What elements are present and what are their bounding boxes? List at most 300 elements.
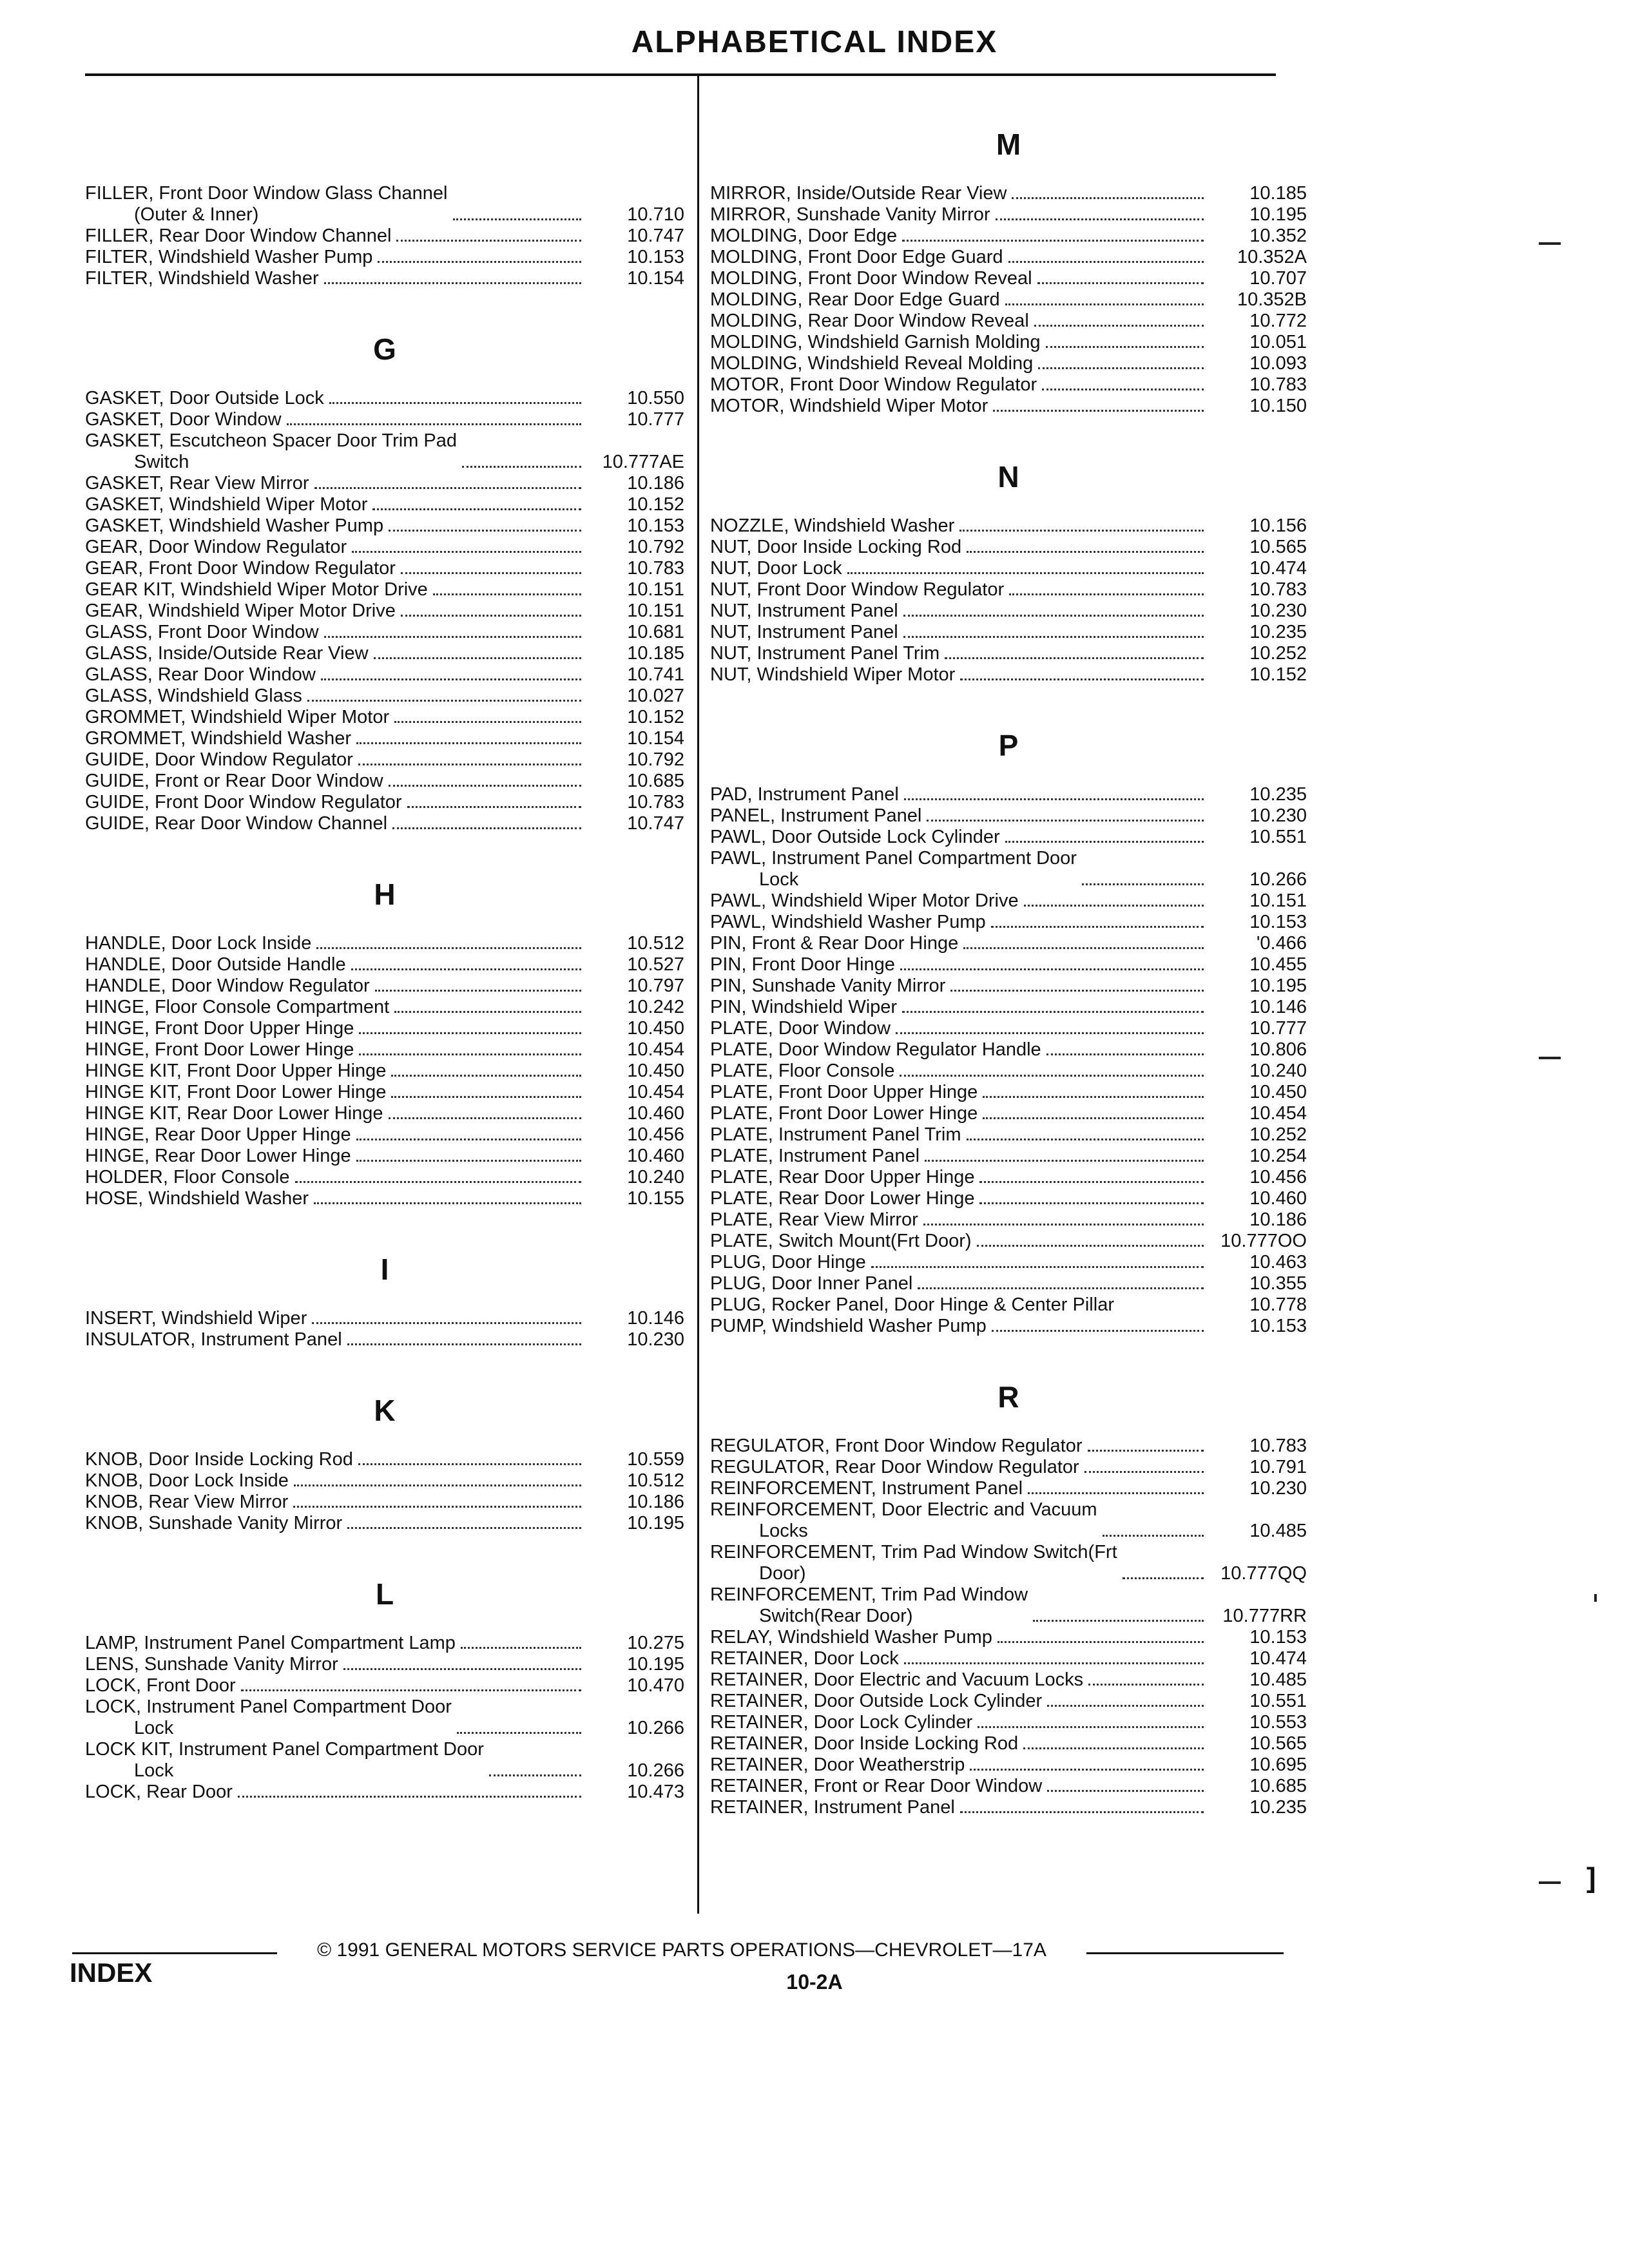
- entry-reference-number: 10.473: [627, 1782, 684, 1802]
- entry-name: HANDLE, Door Window Regulator: [85, 975, 370, 996]
- dot-leader: [293, 1506, 581, 1508]
- dot-leader: [312, 1322, 581, 1324]
- entry-reference-number: 10.155: [627, 1188, 684, 1209]
- entry-text: [85, 388, 324, 409]
- entry-name: MOLDING, Door Edge: [710, 226, 898, 246]
- dot-leader: [394, 1011, 581, 1013]
- entry-name: NUT, Instrument Panel Trim: [710, 643, 940, 664]
- index-entry: [710, 954, 1307, 975]
- entry-name: HINGE, Rear Door Upper Hinge: [85, 1124, 351, 1145]
- entry-name: PLATE, Rear View Mirror: [710, 1209, 918, 1230]
- section-letter: N: [998, 460, 1019, 494]
- dot-leader: [992, 1330, 1204, 1332]
- entry-text: [85, 1018, 354, 1039]
- entry-name: PLATE, Door Window: [710, 1018, 891, 1039]
- entry-name: FILTER, Windshield Washer Pump: [85, 247, 373, 267]
- entry-text: [710, 1733, 1018, 1754]
- index-entry: [710, 1754, 1307, 1776]
- index-entry: [85, 473, 684, 494]
- entry-name: HINGE, Front Door Upper Hinge: [85, 1018, 354, 1039]
- entry-name: PLUG, Rocker Panel, Door Hinge & Center Pillar: [710, 1294, 1114, 1315]
- footer-rule-right: [1086, 1952, 1284, 1954]
- entry-name: RETAINER, Door Inside Locking Rod: [710, 1733, 1019, 1754]
- entry-name: GUIDE, Rear Door Window Channel: [85, 813, 388, 834]
- entry-name: GEAR, Front Door Window Regulator: [85, 558, 396, 579]
- entry-text: [710, 247, 1003, 268]
- entry-name: GEAR, Windshield Wiper Motor Drive: [85, 601, 396, 621]
- dot-leader: [960, 1811, 1204, 1813]
- entry-text: [85, 997, 389, 1018]
- entry-reference-number: 10.551: [1249, 1691, 1307, 1711]
- entry-reference-number: 10.195: [627, 1654, 684, 1675]
- entry-reference-number: 10.783: [1249, 1436, 1307, 1456]
- entry-name: NUT, Instrument Panel: [710, 601, 898, 621]
- entry-text: [710, 1669, 1083, 1691]
- entry-name: PLATE, Rear Door Lower Hinge: [710, 1188, 975, 1209]
- index-entry: [710, 289, 1307, 311]
- index-entry: [710, 1776, 1307, 1797]
- entry-text: [85, 1188, 309, 1209]
- entry-name: PIN, Sunshade Vanity Mirror: [710, 975, 946, 996]
- entry-reference-number: 10.152: [627, 707, 684, 727]
- dot-leader: [925, 1160, 1204, 1162]
- dot-leader: [993, 410, 1204, 412]
- entry-reference-number: 10.454: [1249, 1103, 1307, 1124]
- page-number: 10-2A: [786, 1970, 843, 1994]
- entry-reference-number: 10.783: [627, 792, 684, 812]
- index-entry: [710, 1478, 1307, 1499]
- dot-leader: [351, 968, 581, 970]
- index-entry: [710, 204, 1307, 226]
- entry-reference-number: 10.185: [627, 643, 684, 664]
- dot-leader: [238, 1796, 581, 1798]
- entry-reference-number: 10.792: [627, 749, 684, 770]
- index-entry: [85, 1308, 684, 1329]
- entry-text: [710, 954, 895, 975]
- entry-text: [710, 1231, 972, 1252]
- entry-text: [710, 1061, 894, 1082]
- index-entry: [710, 515, 1307, 537]
- entry-name: GLASS, Windshield Glass: [85, 686, 302, 706]
- dot-leader: [904, 1662, 1204, 1664]
- dot-leader: [978, 1726, 1204, 1728]
- entry-text: [710, 1797, 955, 1818]
- entry-name: HINGE KIT, Front Door Lower Hinge: [85, 1082, 387, 1102]
- entry-text: [710, 1776, 1042, 1797]
- entry-name: RETAINER, Door Lock Cylinder: [710, 1712, 973, 1733]
- entry-text: [710, 1627, 992, 1648]
- entry-name: RETAINER, Door Weatherstrip: [710, 1754, 965, 1775]
- header-rule: [85, 73, 1276, 76]
- index-entry: [85, 1449, 684, 1470]
- entry-reference-number: 10.512: [627, 933, 684, 954]
- entry-text: [85, 1103, 383, 1124]
- dot-leader: [1037, 282, 1204, 284]
- entry-name: FILLER, Front Door Window Glass Channel: [85, 183, 448, 204]
- index-entry: [85, 579, 684, 601]
- entry-reference-number: 10.455: [1249, 954, 1307, 975]
- page-title: ALPHABETICAL INDEX: [631, 25, 998, 59]
- entry-text: [710, 311, 1029, 332]
- entry-text: [710, 204, 990, 226]
- entry-reference-number: 10.470: [627, 1675, 684, 1696]
- dot-leader: [347, 1343, 581, 1345]
- index-entry: [85, 954, 684, 975]
- entry-text: [85, 579, 428, 601]
- entry-name: LOCK KIT, Instrument Panel Compartment Door: [85, 1739, 484, 1760]
- index-entry: [85, 1696, 684, 1739]
- dot-leader: [967, 551, 1204, 553]
- entry-reference-number: 10.777AE: [602, 452, 684, 472]
- entry-name: INSERT, Windshield Wiper: [85, 1308, 307, 1329]
- dot-leader: [1012, 197, 1204, 199]
- entry-name: PLATE, Rear Door Upper Hinge: [710, 1167, 975, 1187]
- entry-reference-number: 10.741: [627, 664, 684, 685]
- dot-leader: [1047, 1705, 1204, 1707]
- dot-leader: [900, 1075, 1204, 1077]
- dot-leader: [1028, 1492, 1204, 1494]
- index-entry: [710, 268, 1307, 289]
- entry-reference-number: 10.151: [627, 601, 684, 621]
- entry-text: [85, 1449, 353, 1470]
- entry-text: [85, 1329, 342, 1350]
- entry-reference-number: 10.685: [1249, 1776, 1307, 1796]
- entry-reference-number: 10.153: [1249, 912, 1307, 932]
- entry-reference-number: 10.235: [1249, 1797, 1307, 1818]
- entry-text: [85, 247, 372, 268]
- dot-leader: [1038, 367, 1204, 369]
- dot-leader: [372, 508, 581, 510]
- entry-text: [710, 1691, 1042, 1712]
- dot-leader: [902, 240, 1204, 242]
- dot-leader: [378, 261, 581, 263]
- entry-reference-number: 10.153: [627, 247, 684, 267]
- entry-reference-number: 10.460: [1249, 1188, 1307, 1209]
- entry-name: GASKET, Windshield Washer Pump: [85, 515, 384, 536]
- entry-text: [85, 1124, 351, 1146]
- dot-leader: [927, 820, 1204, 822]
- dot-leader: [904, 798, 1204, 800]
- entry-name: MIRROR, Inside/Outside Rear View: [710, 183, 1007, 204]
- section-letter: I: [380, 1253, 389, 1286]
- index-entry: [710, 622, 1307, 643]
- entry-text: [85, 1675, 236, 1696]
- index-entry: [710, 1294, 1307, 1316]
- index-entry: [710, 1648, 1307, 1669]
- dot-leader: [294, 1485, 581, 1486]
- entry-name: MOLDING, Front Door Window Reveal: [710, 268, 1032, 289]
- dot-leader: [295, 1181, 582, 1183]
- entry-reference-number: 10.463: [1249, 1252, 1307, 1273]
- entry-text: [85, 771, 383, 792]
- entry-reference-number: 10.240: [1249, 1061, 1307, 1081]
- index-entry: [710, 1209, 1307, 1231]
- index-entry: [85, 707, 684, 728]
- index-entry: [85, 792, 684, 813]
- entry-name: REINFORCEMENT, Trim Pad Window Switch(Frt: [710, 1542, 1117, 1562]
- entry-name: LOCK, Rear Door: [85, 1782, 233, 1802]
- dot-leader: [287, 423, 581, 425]
- entry-text: [710, 643, 940, 664]
- entry-name: GROMMET, Windshield Washer: [85, 728, 352, 749]
- entry-text: [710, 912, 986, 933]
- entry-name-continued: Door): [759, 1563, 806, 1584]
- entry-text: [710, 933, 958, 954]
- entry-name-continued: Lock: [134, 1718, 174, 1738]
- entry-text: [85, 1739, 484, 1782]
- entry-text: [85, 1146, 351, 1167]
- entry-reference-number: 10.527: [627, 954, 684, 975]
- entry-name: RETAINER, Instrument Panel: [710, 1797, 955, 1818]
- entry-name: GEAR, Door Window Regulator: [85, 537, 347, 557]
- entry-reference-number: 10.806: [1249, 1039, 1307, 1060]
- index-entry: [85, 268, 684, 289]
- entry-name: PLUG, Door Hinge: [710, 1252, 866, 1273]
- entry-text: [85, 707, 389, 728]
- entry-text: [710, 183, 1007, 204]
- dot-leader: [307, 700, 581, 702]
- index-entry: [710, 1124, 1307, 1146]
- entry-text: [710, 975, 945, 997]
- entry-name: LOCK, Front Door: [85, 1675, 236, 1696]
- index-entry: [85, 409, 684, 430]
- index-entry: [85, 686, 684, 707]
- index-entry: [710, 1252, 1307, 1273]
- index-entry: [710, 1146, 1307, 1167]
- entry-reference-number: 10.352B: [1237, 289, 1307, 310]
- entry-name: MOLDING, Rear Door Edge Guard: [710, 289, 1000, 310]
- entry-name: PIN, Front & Rear Door Hinge: [710, 933, 959, 954]
- entry-text: [710, 1209, 918, 1231]
- entry-reference-number: 10.266: [1249, 869, 1307, 890]
- entry-reference-number: 10.195: [1249, 975, 1307, 996]
- index-entry: [85, 1146, 684, 1167]
- entry-reference-number: 10.777RR: [1222, 1606, 1307, 1626]
- entry-text: [710, 1712, 972, 1733]
- dot-leader: [977, 1245, 1204, 1247]
- entry-reference-number: 10.460: [627, 1146, 684, 1166]
- entry-reference-number: 10.791: [1249, 1457, 1307, 1477]
- index-entry: [710, 1061, 1307, 1082]
- entry-reference-number: 10.235: [1249, 784, 1307, 805]
- index-entry: [85, 813, 684, 834]
- index-entry: [710, 997, 1307, 1018]
- index-entry: [85, 1167, 684, 1188]
- index-entry: [85, 1329, 684, 1350]
- dot-leader: [391, 1096, 581, 1098]
- dot-leader: [1023, 1747, 1204, 1749]
- entry-text: [710, 1167, 974, 1188]
- dot-leader: [1047, 1790, 1204, 1792]
- entry-reference-number: 10.154: [627, 268, 684, 289]
- entry-name: HINGE, Rear Door Lower Hinge: [85, 1146, 351, 1166]
- entry-reference-number: 10.783: [1249, 374, 1307, 395]
- entry-reference-number: 10.230: [1249, 805, 1307, 826]
- entry-name: GLASS, Rear Door Window: [85, 664, 316, 685]
- index-entry: [710, 1712, 1307, 1733]
- entry-text: [710, 226, 897, 247]
- entry-name: PIN, Front Door Hinge: [710, 954, 895, 975]
- index-entry: [710, 1797, 1307, 1818]
- entry-text: [710, 1542, 1117, 1584]
- entry-reference-number: 10.778: [1249, 1294, 1307, 1315]
- dot-leader: [358, 764, 581, 765]
- entry-text: [85, 1492, 288, 1513]
- entry-reference-number: 10.230: [1249, 601, 1307, 621]
- entry-text: [710, 558, 842, 579]
- entry-text: [85, 1470, 289, 1492]
- margin-mark: [1539, 242, 1561, 245]
- entry-reference-number: 10.565: [1249, 1733, 1307, 1754]
- entry-name: MOLDING, Windshield Reveal Molding: [710, 353, 1034, 374]
- entry-reference-number: 10.242: [627, 997, 684, 1017]
- entry-name-continued: Switch(Rear Door): [759, 1606, 913, 1626]
- section-letter: L: [375, 1577, 394, 1611]
- index-entry: [710, 933, 1307, 954]
- entry-name: GASKET, Door Outside Lock: [85, 388, 324, 408]
- entry-name: PLATE, Front Door Lower Hinge: [710, 1103, 978, 1124]
- entry-reference-number: 10.146: [627, 1308, 684, 1329]
- dot-leader: [359, 1032, 581, 1034]
- dot-leader: [967, 1139, 1204, 1140]
- entry-reference-number: 10.485: [1249, 1521, 1307, 1541]
- index-entry: [710, 1436, 1307, 1457]
- entry-name: PANEL, Instrument Panel: [710, 805, 922, 826]
- entry-reference-number: 10.777: [1249, 1018, 1307, 1039]
- entry-name: KNOB, Sunshade Vanity Mirror: [85, 1513, 343, 1533]
- dot-leader: [1005, 303, 1204, 305]
- entry-text: [85, 409, 282, 430]
- entry-text: [710, 1103, 978, 1124]
- index-entry: [710, 226, 1307, 247]
- entry-reference-number: 10.230: [627, 1329, 684, 1350]
- dot-leader: [996, 218, 1204, 220]
- entry-reference-number: 10.747: [627, 226, 684, 246]
- dot-leader: [903, 636, 1204, 638]
- entry-name: KNOB, Door Inside Locking Rod: [85, 1449, 353, 1470]
- entry-reference-number: 10.153: [1249, 1627, 1307, 1648]
- index-entry: [85, 558, 684, 579]
- entry-text: [85, 601, 396, 622]
- index-entry: [710, 664, 1307, 686]
- entry-reference-number: 10.454: [627, 1082, 684, 1102]
- entry-name: PAWL, Instrument Panel Compartment Door: [710, 848, 1077, 869]
- dot-leader: [902, 1011, 1204, 1013]
- entry-text: [710, 1294, 1114, 1316]
- entry-name-continued: Lock: [759, 869, 799, 890]
- index-entry: [85, 430, 684, 473]
- entry-text: [85, 1039, 354, 1061]
- entry-reference-number: 10.685: [627, 771, 684, 791]
- entry-reference-number: 10.153: [1249, 1316, 1307, 1336]
- entry-name: LAMP, Instrument Panel Compartment Lamp: [85, 1633, 456, 1653]
- dot-leader: [359, 1053, 581, 1055]
- entry-name: HINGE KIT, Rear Door Lower Hinge: [85, 1103, 383, 1124]
- entry-reference-number: 10.151: [1249, 890, 1307, 911]
- entry-text: [710, 805, 921, 827]
- index-entry: [710, 643, 1307, 664]
- right-index-column: [710, 106, 1307, 1818]
- entry-reference-number: 10.156: [1249, 515, 1307, 536]
- index-entry: [710, 1457, 1307, 1478]
- entry-name-continued: (Outer & Inner): [134, 204, 259, 225]
- index-entry: [85, 494, 684, 515]
- entry-text: [85, 1633, 456, 1654]
- entry-name: PLATE, Door Window Regulator Handle: [710, 1039, 1041, 1060]
- entry-name: PLATE, Floor Console: [710, 1061, 895, 1081]
- entry-name: REINFORCEMENT, Instrument Panel: [710, 1478, 1023, 1499]
- dot-leader: [374, 657, 581, 659]
- index-entry: [710, 1733, 1307, 1754]
- section-letter: M: [996, 128, 1021, 161]
- entry-name: GLASS, Front Door Window: [85, 622, 319, 642]
- entry-reference-number: 10.153: [627, 515, 684, 536]
- entry-reference-number: 10.551: [1249, 827, 1307, 847]
- entry-name: KNOB, Rear View Mirror: [85, 1492, 289, 1512]
- entry-text: [710, 1754, 965, 1776]
- margin-bracket: ]: [1586, 1862, 1596, 1894]
- entry-reference-number: 10.254: [1249, 1146, 1307, 1166]
- entry-text: [85, 954, 346, 975]
- entry-name: MOTOR, Windshield Wiper Motor: [710, 396, 988, 416]
- dot-leader: [489, 1774, 581, 1776]
- entry-name: RETAINER, Door Electric and Vacuum Locks: [710, 1669, 1084, 1690]
- entry-text: [710, 1457, 1079, 1478]
- dot-leader: [324, 282, 581, 284]
- index-entry: [85, 643, 684, 664]
- entry-name: HINGE, Floor Console Compartment: [85, 997, 390, 1017]
- entry-name: NOZZLE, Windshield Washer: [710, 515, 955, 536]
- entry-text: [710, 1648, 899, 1669]
- index-entry: [85, 388, 684, 409]
- dot-leader: [314, 1202, 581, 1204]
- entry-name: REGULATOR, Rear Door Window Regulator: [710, 1457, 1079, 1477]
- entry-text: [710, 1039, 1041, 1061]
- margin-dot: [1594, 1594, 1597, 1602]
- index-entry: [710, 1039, 1307, 1061]
- entry-reference-number: 10.777OO: [1220, 1231, 1307, 1251]
- dot-leader: [923, 1224, 1204, 1225]
- entry-text: [85, 1167, 290, 1188]
- index-entry: [710, 1082, 1307, 1103]
- entry-name: FILLER, Rear Door Window Channel: [85, 226, 392, 246]
- entry-reference-number: 10.681: [627, 622, 684, 642]
- entry-text: [710, 1018, 891, 1039]
- index-entry: [710, 1167, 1307, 1188]
- dot-leader: [433, 593, 581, 595]
- entry-name: PAWL, Windshield Washer Pump: [710, 912, 986, 932]
- dot-leader: [356, 1160, 581, 1162]
- entry-text: [710, 1436, 1083, 1457]
- entry-text: [85, 1696, 452, 1739]
- index-entry: [710, 558, 1307, 579]
- entry-name: MOLDING, Windshield Garnish Molding: [710, 332, 1041, 352]
- entry-name: PAD, Instrument Panel: [710, 784, 899, 805]
- entry-name: PAWL, Windshield Wiper Motor Drive: [710, 890, 1019, 911]
- entry-text: [85, 1082, 386, 1103]
- entry-reference-number: 10.710: [627, 204, 684, 225]
- entry-reference-number: 10.195: [1249, 204, 1307, 225]
- dot-leader: [1046, 1053, 1204, 1055]
- entry-name: MIRROR, Sunshade Vanity Mirror: [710, 204, 990, 225]
- index-entry: [710, 784, 1307, 805]
- index-entry: [710, 579, 1307, 601]
- index-entry: [85, 1082, 684, 1103]
- entry-text: [710, 1316, 987, 1337]
- entry-reference-number: 10.707: [1249, 268, 1307, 289]
- index-entry: [85, 749, 684, 771]
- entry-reference-number: 10.186: [627, 1492, 684, 1512]
